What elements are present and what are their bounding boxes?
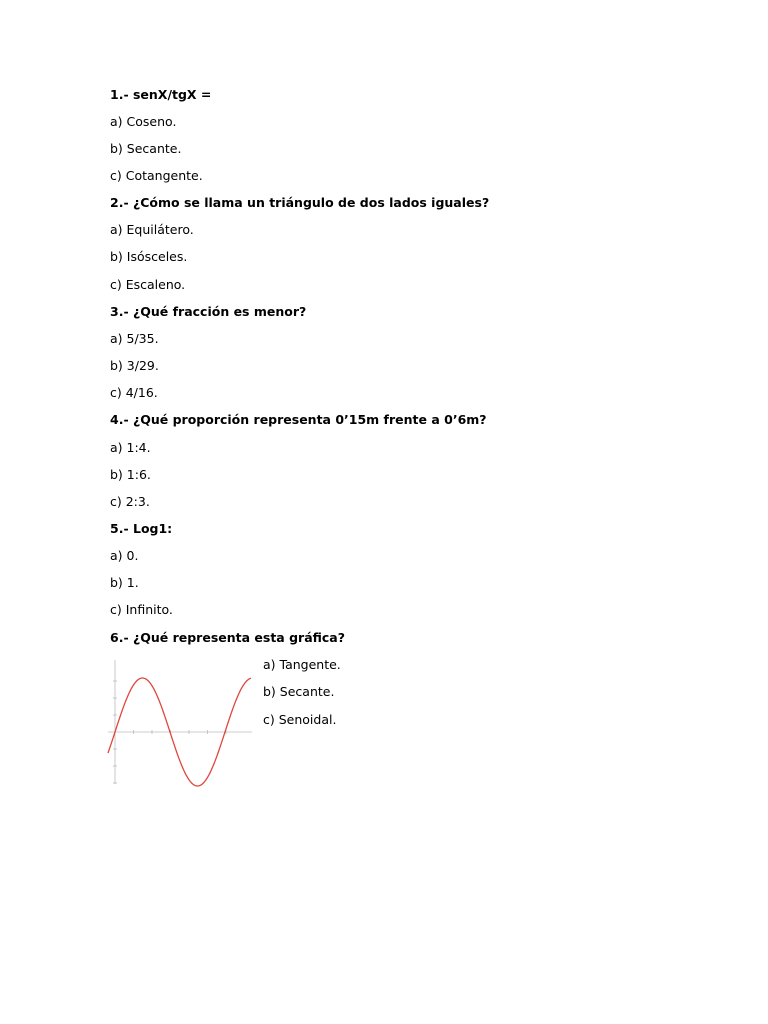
question-4-option-a: a) 1:4. [110,440,151,455]
question-6-option-b: b) Secante. [263,684,335,699]
sine-graph [106,656,254,788]
question-6: 6.- ¿Qué representa esta gráfica? [110,630,345,645]
question-4-option-b: b) 1:6. [110,467,151,482]
question-2-option-a: a) Equilátero. [110,222,194,237]
question-2-option-b: b) Isósceles. [110,249,188,264]
question-1-option-c: c) Cotangente. [110,168,203,183]
question-6-option-a: a) Tangente. [263,657,341,672]
question-3-option-a: a) 5/35. [110,331,159,346]
question-5-option-c: c) Infinito. [110,602,173,617]
question-5-option-b: b) 1. [110,575,139,590]
question-5-option-a: a) 0. [110,548,139,563]
question-5: 5.- Log1: [110,521,173,536]
question-3: 3.- ¿Qué fracción es menor? [110,304,307,319]
question-3-option-b: b) 3/29. [110,358,159,373]
question-2: 2.- ¿Cómo se llama un triángulo de dos lados iguales? [110,195,490,210]
question-1: 1.- senX/tgX = [110,87,212,102]
question-1-option-b: b) Secante. [110,141,182,156]
question-1-option-a: a) Coseno. [110,114,177,129]
question-2-option-c: c) Escaleno. [110,277,186,292]
question-6-option-c: c) Senoidal. [263,712,337,727]
question-3-option-c: c) 4/16. [110,385,158,400]
question-4: 4.- ¿Qué proporción representa 0’15m frente a 0’6m? [110,412,487,427]
question-4-option-c: c) 2:3. [110,494,150,509]
